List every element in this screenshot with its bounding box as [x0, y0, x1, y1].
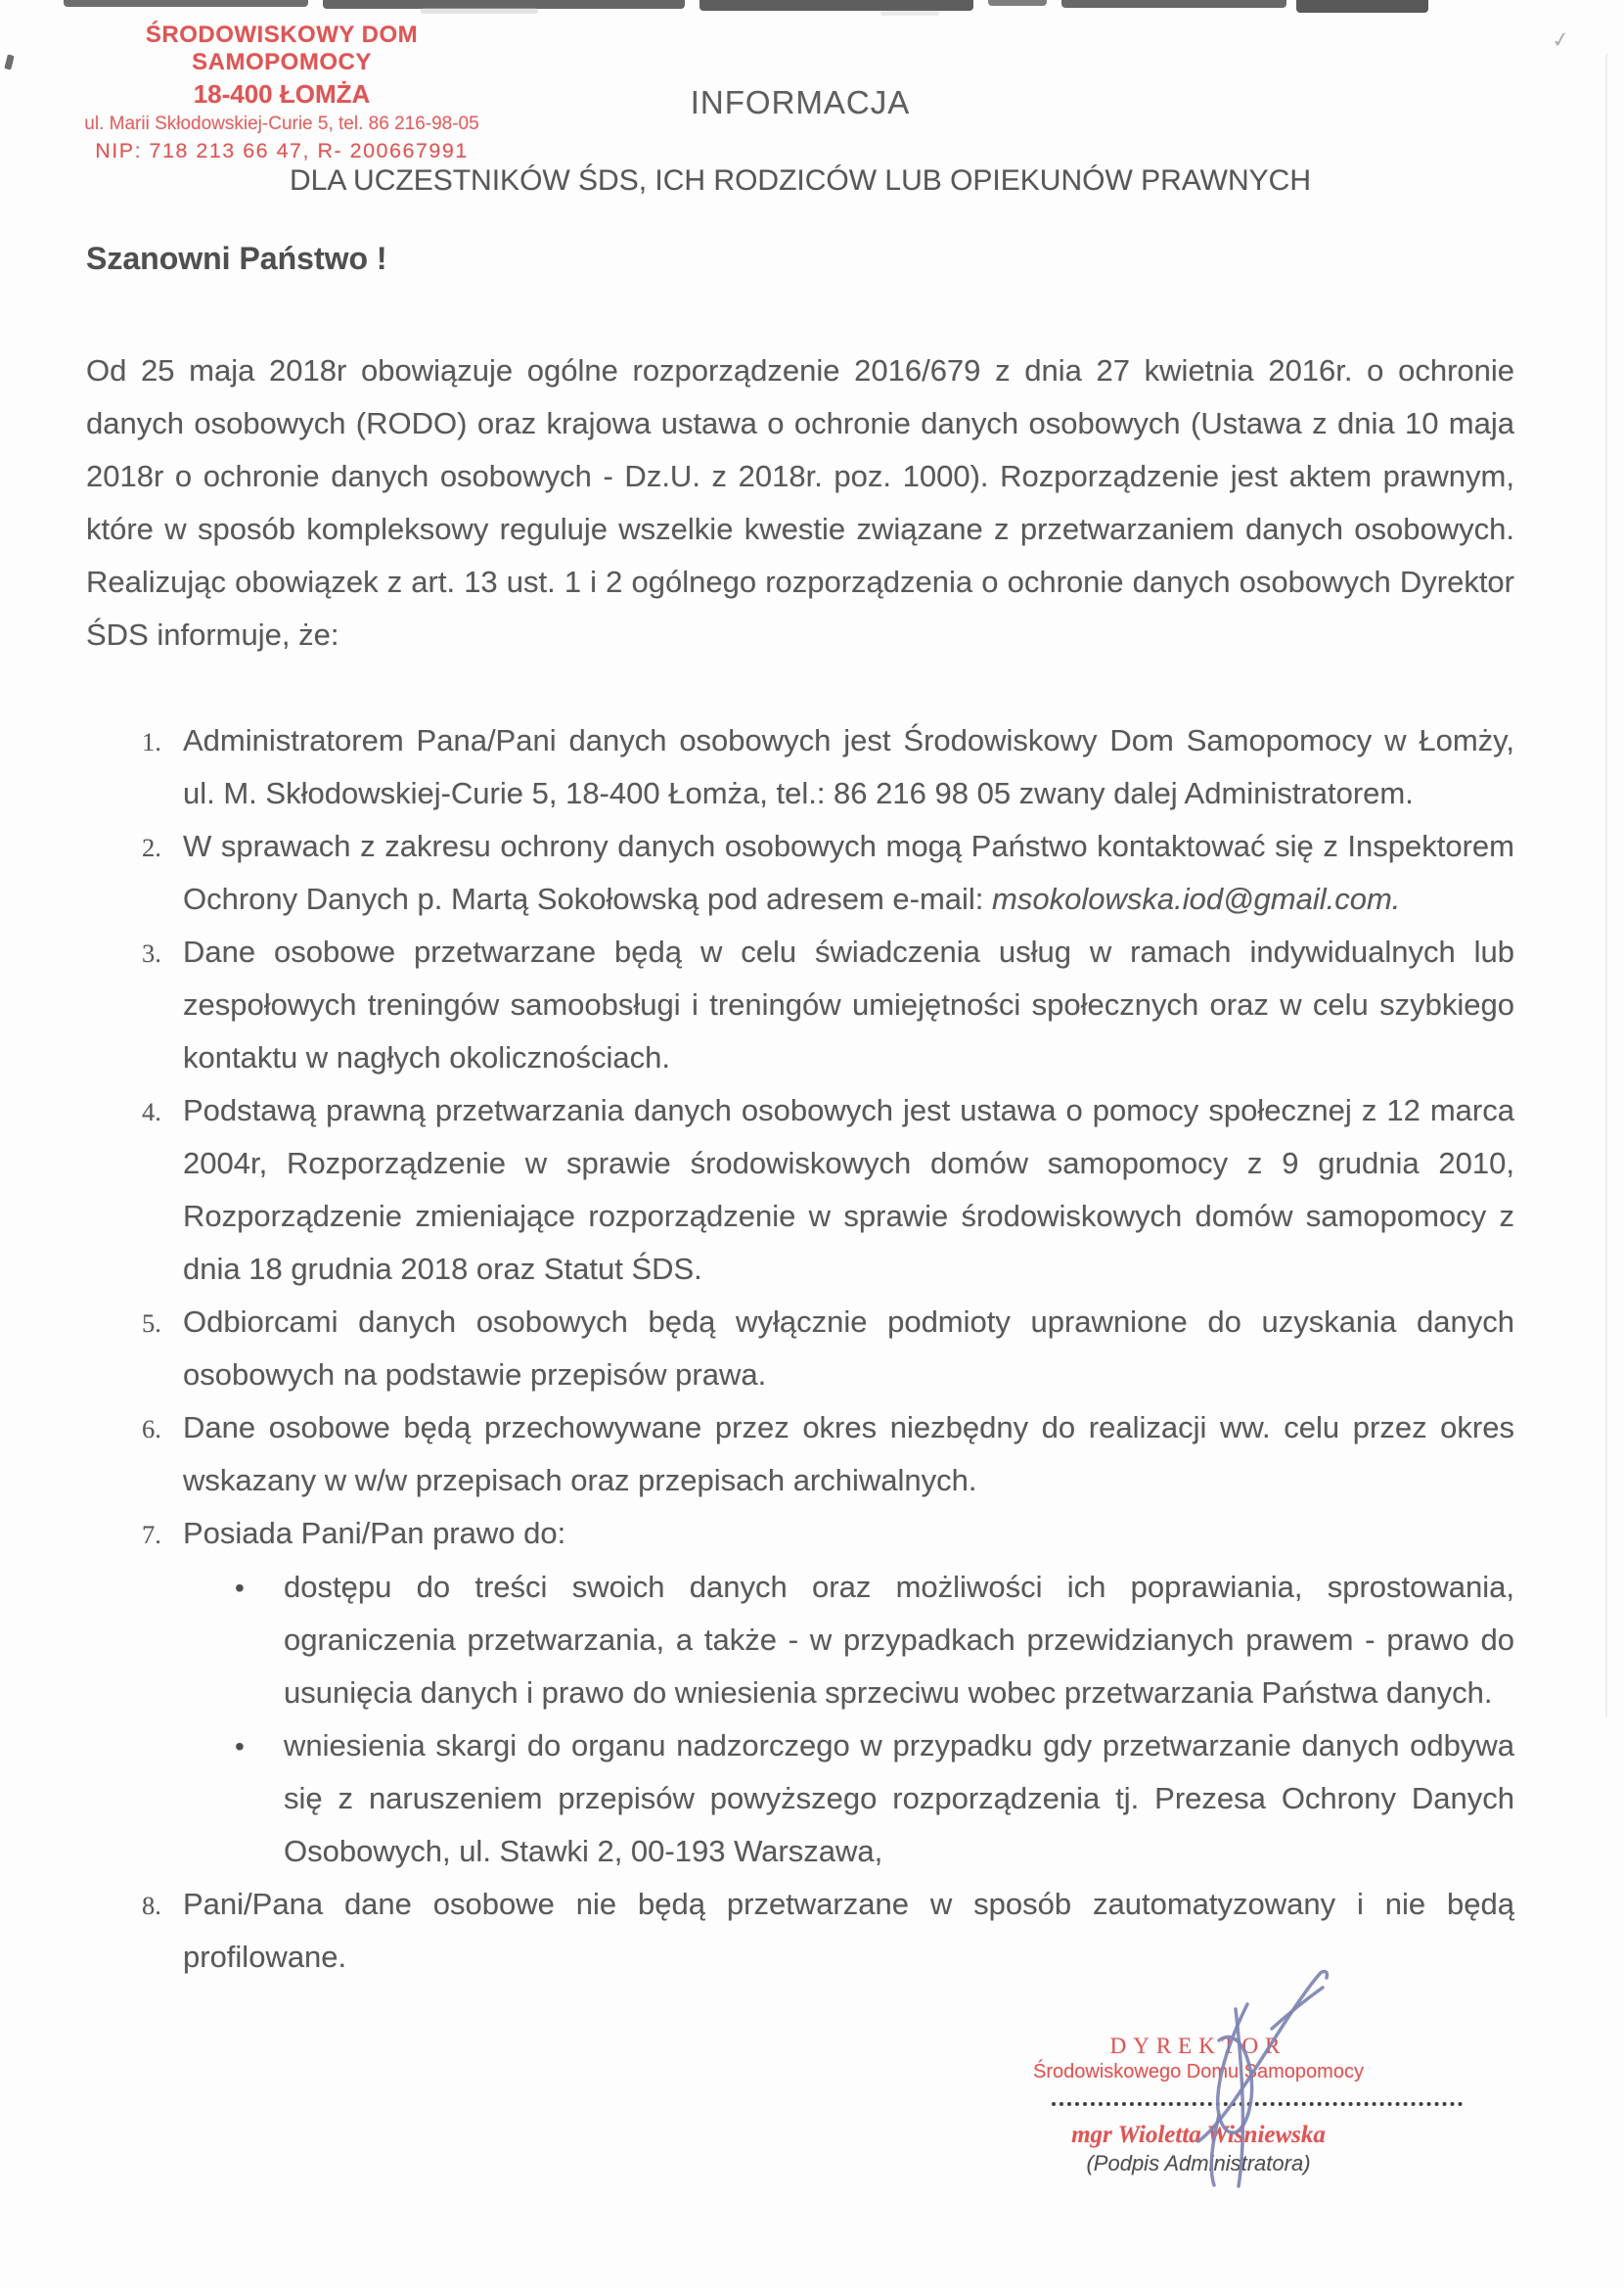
bullet-icon: • — [235, 1731, 245, 1762]
list-item-text: Pani/Pana dane osobowe nie będą przetwarzane w sposób zautomatyzowany i nie będą profilowane. — [183, 1887, 1514, 1974]
scan-artifact: ✓ — [1550, 25, 1572, 54]
list-item-text: Dane osobowe przetwarzane będą w celu świadczenia usług w ramach indywidualnych lub zespołowych treningów samoobsługi i treningów umiejętności społecznych oraz w celu szybkiego kontaktu w nagłych okolicznościach. — [183, 935, 1514, 1075]
bullet-icon: • — [235, 1573, 245, 1603]
intro-paragraph: Od 25 maja 2018r obowiązuje ogólne rozporządzenie 2016/679 z dnia 27 kwietnia 2016r. o ochronie danych osobowych (RODO) oraz krajowa ustawa o ochronie danych osobowych (Ustawa z dnia 10 maja 2018r o ochronie danych osobowych - Dz.U. z 2018r. poz. 1000). Rozporządzenie jest aktem prawnym, które w sposób kompleksowy reguluje wszelkie kwestie związane z przetwarzaniem danych osobowych. Realizując obowiązek z art. 13 ust. 1 i 2 ogólnego rozporządzenia o ochronie danych osobowych Dyrektor ŚDS informuje, że: — [86, 353, 1514, 652]
scan-artifact — [64, 0, 308, 7]
list-item-text: Administratorem Pana/Pani danych osobowych jest Środowiskowy Dom Samopomocy w Łomży, ul. M. Skłodowskiej-Curie 5, 18-400 Łomża, tel.: 86 216 98 05 zwany dalej Administratorem. — [183, 723, 1514, 810]
list-item-text: Podstawą prawną przetwarzania danych osobowych jest ustawa o pomocy społecznej z 12 marca 2004r, Rozporządzenie w sprawie środowiskowych domów samopomocy z 9 grudnia 2010, Rozporządzenie zmieniające rozporządzenie w sprawie środowiskowych domów samopomocy z dnia 18 grudnia 2018 oraz Statut ŚDS. — [183, 1093, 1514, 1286]
list-item-number: 3. — [142, 938, 161, 968]
list-item — [86, 820, 1514, 926]
list-item-text: Dane osobowe będą przechowywane przez okres niezbędny do realizacji ww. celu przez okres wskazany w w/w przepisach oraz przepisach archiwalnych. — [183, 1410, 1514, 1497]
scan-artifact — [4, 54, 14, 69]
scan-artifact — [988, 0, 1047, 6]
bullet-text: dostępu do treści swoich danych oraz możliwości ich poprawiania, sprostowania, ograniczenia przetwarzania, a także - w przypadkach przewidzianych prawem - prawo do usunięcia danych i prawo do wniesienia sprzeciwu wobec przetwarzania Państwa danych. — [284, 1570, 1514, 1710]
page-edge-shadow — [1605, 54, 1607, 1717]
list-item-number: 5. — [142, 1308, 161, 1338]
stamp-address: ul. Marii Skłodowskiej-Curie 5, tel. 86 216-98-05 — [84, 114, 479, 134]
list-item — [86, 1401, 1514, 1507]
document-title: INFORMACJA — [690, 84, 911, 120]
list-item — [86, 1084, 1514, 1296]
list-item-number: 7. — [142, 1520, 161, 1549]
list-item-number: 6. — [142, 1414, 161, 1443]
scan-artifact — [1061, 0, 1286, 8]
list-item — [86, 714, 1514, 820]
signature-name: mgr Wioletta Wiśniewska — [1071, 2122, 1326, 2148]
scan-artifact — [1296, 0, 1428, 13]
list-item-number: 8. — [142, 1891, 161, 1920]
stamp-org-name: ŚRODOWISKOWY DOM SAMOPOMOCY — [145, 22, 419, 75]
list-item-text: Posiada Pani/Pan prawo do: — [183, 1516, 566, 1550]
document-subtitle: DLA UCZESTNIKÓW ŚDS, ICH RODZICÓW LUB OPIEKUNÓW PRAWNYCH — [290, 164, 1311, 197]
greeting: Szanowni Państwo ! — [86, 241, 387, 276]
list-item-number: 1. — [142, 727, 161, 756]
list-item-number: 4. — [142, 1097, 161, 1126]
scan-artifact — [699, 0, 973, 11]
bullet-item — [86, 1561, 1514, 1719]
list-item-text: W sprawach z zakresu ochrony danych osobowych mogą Państwo kontaktować się z Inspektorem Ochrony Danych p. Martą Sokołowską pod adresem e-mail: msokolowska.iod@gmail.com. — [183, 829, 1514, 916]
signature-role: DYREKTOR — [1109, 2034, 1287, 2058]
signature-org: Środowiskowego Domu Samopomocy — [1033, 2061, 1364, 2082]
bullet-item — [86, 1719, 1514, 1878]
signature-ink-icon — [1154, 1960, 1350, 2195]
list-item-text: Odbiorcami danych osobowych będą wyłącznie podmioty uprawnione do uzyskania danych osobowych na podstawie przepisów prawa. — [183, 1304, 1514, 1392]
scan-artifact — [880, 11, 939, 16]
list-item-number: 2. — [142, 833, 161, 862]
list-item — [86, 926, 1514, 1084]
signature-caption: (Podpis Administratora) — [1086, 2151, 1311, 2175]
list-item — [86, 1507, 1514, 1561]
bullet-text: wniesienia skargi do organu nadzorczego w przypadku gdy przetwarzanie danych odbywa się z naruszeniem przepisów powyższego rozporządzenia tj. Prezesa Ochrony Danych Osobowych, ul. Stawki 2, 00-193 Warszawa, — [284, 1728, 1514, 1868]
scan-artifact — [421, 8, 538, 14]
stamp-nip: NIP: 718 213 66 47, R- 200667991 — [95, 139, 469, 162]
stamp-city: 18-400 ŁOMŻA — [193, 79, 371, 109]
info-list — [86, 714, 1514, 1984]
list-item — [86, 1296, 1514, 1401]
